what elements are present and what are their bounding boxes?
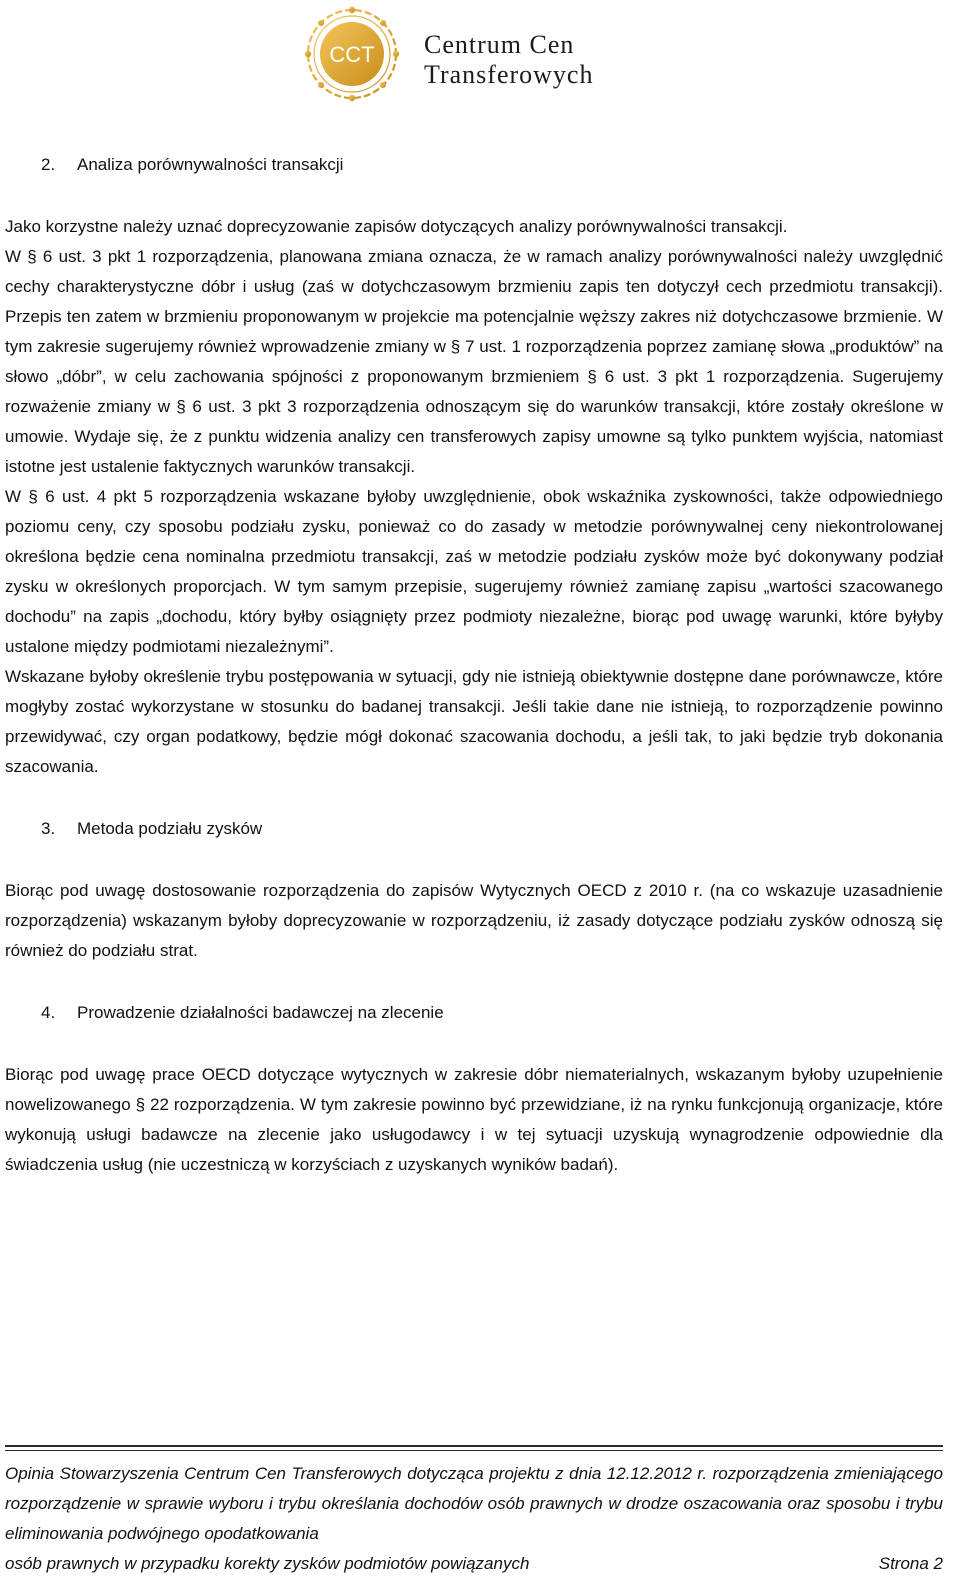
brand-line-1: Centrum Cen [424, 30, 575, 59]
paragraph: W § 6 ust. 4 pkt 5 rozporządzenia wskazane byłoby uwzględnienie, obok wskaźnika zyskowności, także odpowiedniego poziomu ceny, czy sposobu podziału zysku, ponieważ co do zasady w metodzie porównywalnej ceny niekontrolowanej określona będzie cena nominalna przedmiotu transakcji, zaś w metodzie podziału zysków może być dokonywany podział zysku w określonych proporcjach. W tym samym przepisie, sugerujemy również zamianę zapisu „wartości szacowanego dochodu” na zapis „dochodu, który byłby osiągnięty przez podmioty niezależne, biorąc pod uwagę warunki, które byłyby ustalone między podmiotami niezależnymi”. [5, 487, 943, 656]
document-body [5, 150, 943, 1180]
brand-name [424, 30, 744, 90]
paragraph: Biorąc pod uwagę prace OECD dotyczące wytycznych w zakresie dóbr niematerialnych, wskazanym byłoby uzupełnienie nowelizowanego § 22 rozporządzenia. W tym zakresie powinno być przewidziane, iż na rynku funkcjonują organizacje, które wykonują usługi badawcze na zlecenie jako usługodawcy i w tej sytuacji uzyskują wynagrodzenie odpowiednie dla świadczenia usług (nie uczestniczą w korzyściach z uzyskanych wyników badań). [5, 1065, 943, 1174]
spacer [5, 1028, 943, 1060]
section-heading [5, 998, 943, 1028]
page-header [0, 0, 960, 100]
spacer [5, 180, 943, 212]
paragraph: Wskazane byłoby określenie trybu postępowania w sytuacji, gdy nie istnieją obiektywnie dostępne dane porównawcze, które mogłyby zostać wykorzystane w stosunku do badanej transakcji. Jeśli takie dane nie istnieją, to rozporządzenie powinno przewidywać, czy organ podatkowy, będzie mógł dokonać szacowania dochodu, a jeśli tak, to jaki będzie tryb dokonania szacowania. [5, 667, 943, 776]
section-heading [5, 150, 943, 180]
section-title: Prowadzenie działalności badawczej na zlecenie [77, 1003, 444, 1022]
page-footer [5, 1445, 943, 1579]
paragraph: W § 6 ust. 3 pkt 1 rozporządzenia, planowana zmiana oznacza, że w ramach analizy porównywalności należy uwzględnić cechy charakterystyczne dóbr i usług (zaś w dotychczasowym brzmieniu zapis ten dotyczył cech przedmiotu transakcji). Przepis ten zatem w brzmieniu proponowanym w projekcie ma potencjalnie węższy zakres niż dotychczasowe brzmienie. W tym zakresie sugerujemy również wprowadzenie zmiany w § 7 ust. 1 rozporządzenia poprzez zamianę słowa „produktów” na słowo „dóbr”, w celu zachowania spójności z proponowanym brzmieniem § 6 ust. 3 pkt 1 rozporządzenia. Sugerujemy rozważenie zmiany w § 6 ust. 3 pkt 3 rozporządzenia odnoszącym się do warunków transakcji, które zostały określone w umowie. Wydaje się, że z punktu widzenia analizy cen transferowych zapisy umowne są tylko punktem wyjścia, natomiast istotne jest ustalenie faktycznych warunków transakcji. [5, 247, 943, 476]
section-number: 4. [41, 1003, 56, 1022]
footer-rule [5, 1450, 943, 1451]
page-number: Strona 2 [878, 1554, 943, 1573]
footer-last-line [5, 1549, 943, 1579]
paragraph: Biorąc pod uwagę dostosowanie rozporządzenia do zapisów Wytycznych OECD z 2010 r. (na co wskazuje uzasadnienie rozporządzenia) wskazanym byłoby doprecyzowanie w rozporządzeniu, iż zasady dotyczące podziału zysków odnoszą się również do podziału strat. [5, 881, 943, 960]
brand-line-2: Transferowych [424, 60, 594, 89]
section-number: 3. [41, 819, 56, 838]
footer-text: Opinia Stowarzyszenia Centrum Cen Transferowych dotycząca projektu z dnia 12.12.2012 r. rozporządzenia zmieniającego rozporządzenie w sprawie wyboru i trybu określania dochodów osób prawnych w drodze oszacowania oraz sposobu i trybu eliminowania podwójnego opodatkowania [5, 1464, 943, 1543]
spacer [5, 966, 943, 998]
paragraph: Jako korzystne należy uznać doprecyzowanie zapisów dotyczących analizy porównywalności transakcji. [5, 217, 788, 236]
footer-rule [5, 1445, 943, 1447]
section-title: Metoda podziału zysków [77, 819, 263, 838]
section-number: 2. [41, 155, 56, 174]
footer-text-end: osób prawnych w przypadku korekty zysków podmiotów powiązanych [5, 1554, 530, 1573]
spacer [5, 844, 943, 876]
logo-text: CCT [329, 42, 375, 67]
cct-logo [302, 4, 402, 104]
section-title: Analiza porównywalności transakcji [77, 155, 344, 174]
spacer [5, 782, 943, 814]
section-heading [5, 814, 943, 844]
